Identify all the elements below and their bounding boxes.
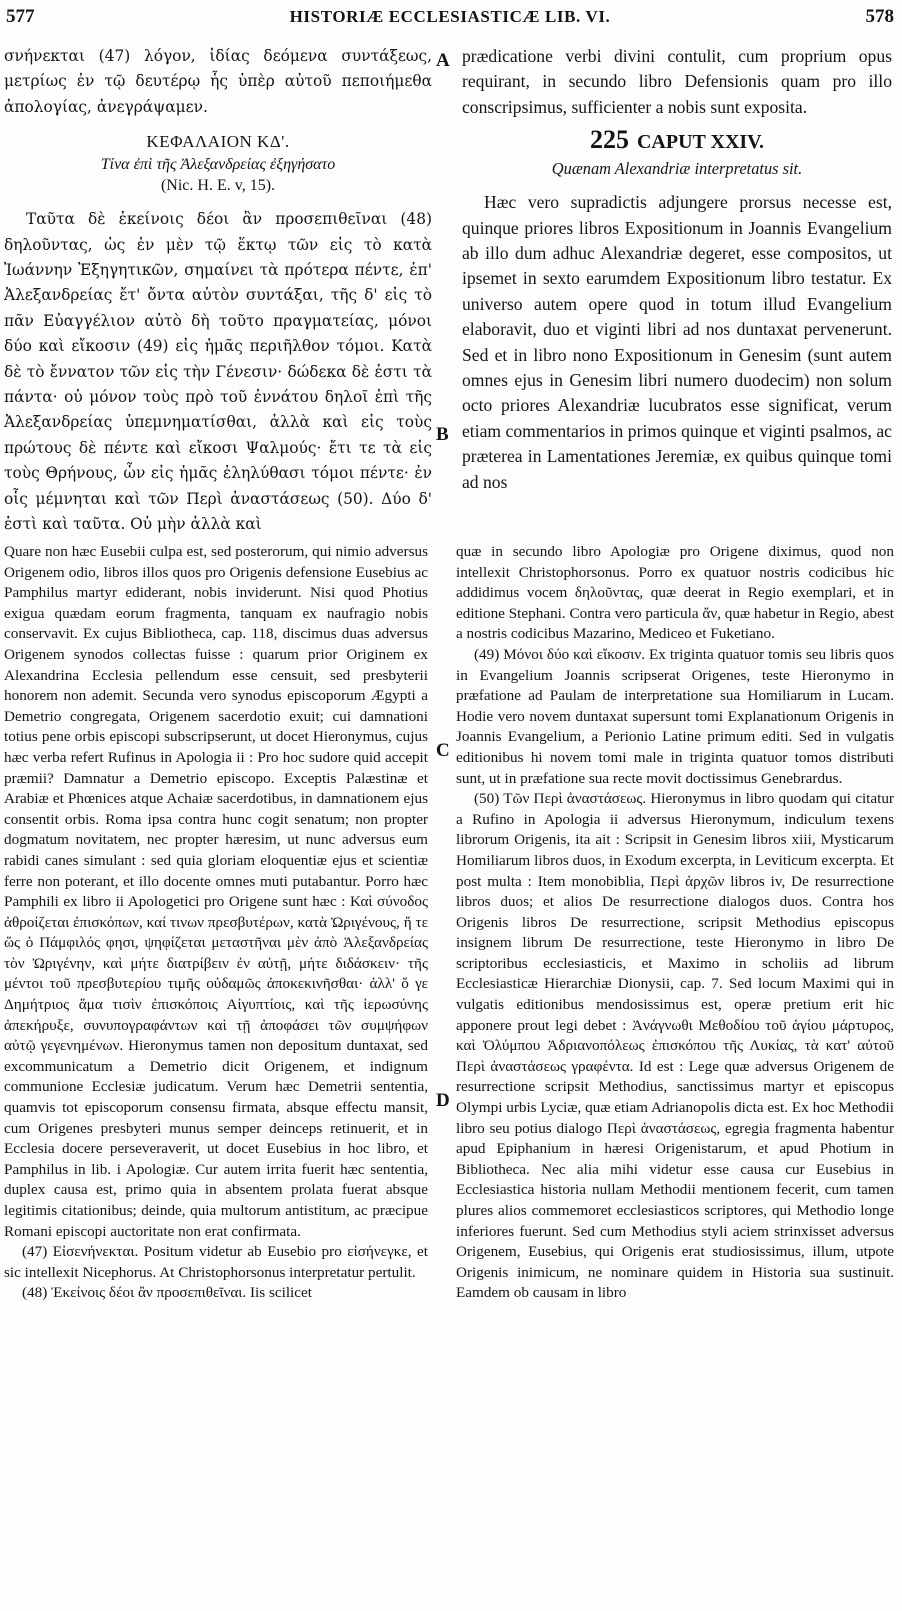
latin-caput-heading (462, 126, 892, 158)
note-48: (48) Ἐκείνοις δέοι ἂν προσεπιθεῖναι. Iis scilicet (22, 1284, 312, 1302)
latin-paragraph-top: prædicatione verbi divini contulit, cum proprium opus requirant, in secundo libro Defensionis quam pro illo conscripsimus, sufficienter a nobis sunt exposita. (462, 46, 892, 117)
note-50: (50) Τῶν Περὶ ἀναστάσεως. Hieronymus in libro quodam qui citatur a Rufino in Apologia ii adversus Hieronymum, indiculum texens librorum Origenis, ita ait : Scripsit in Genesim libros xiii, Mysticarum Homiliarum libros duos, in Exodum excerpta, in Leviticum excerpta. Et post multa : Item monobiblia, Περὶ ἀρχῶν libros iv, De resurrectione libros duos; et alios De resurrectione dialogos duos. Contra hos Origenis libros De resurrectione, scripsit Methodius episcopus insignem librum De resurrectione, teste Hieronymo in libro De scriptoribus ecclesiasticis, et Maximo in scholiis ad librum Ecclesiasticæ Hierarchiæ Dionysii, cap. 7. Sed locum Maximi qui in vulgatis editionibus mendosissimus est, operæ pretium erit hic apponere prout legi debet : Ἀνάγνωθι Μεθοδίου τοῦ ἁγίου μάρτυρος, καὶ Ὀλύμπου Ἀδριανοπόλεως ἐπισκόπου τῆς Λυκίας, τὰ κατ' αὐτοῦ Περὶ ἀναστάσεως γραφέντα. Id est : Lege quæ adversus Origenem de resurrectione scripsit Methodius, sanctissimus martyr et episcopus Olympi urbis Lyciæ, quæ etiam Adrianopolis dicta est. Ex hoc Methodii libro seu potius dialogo Περὶ ἀναστάσεως, egregia fragmenta habentur apud Epiphanium in hæresi Origenistarum, et apud Photium in Bibliotheca. Nec alia mihi videtur esse causa cur Eusebius in Ecclesiastica historia nullam Methodii mentionem fecerit, cum tamen plures alios commemoret ecclesiasticos scriptores, qui Methodio longe inferiores fuerunt. Sed cum Methodius styli aciem strinxisset adversus Origenem, Eusebius, qui Origenis erat studiosissimus, illum, utpote Origenis inimicum, ne nominare quidem in Historia sua sustinuit. Eamdem ob causam in libro (456, 790, 894, 1302)
page-number-left: 577 (6, 6, 35, 27)
note-paragraph: Quare non hæc Eusebii culpa est, sed posterorum, qui nimio adversus Origenem odio, libros illos quos pro Origenis defensione Eusebius ac Pamphilus martyr ediderant, nobis inviderunt. Nisi quod Photius exigua quædam eorum fragmenta, tanquam ex naufragio nobis conservavit. Ex cujus Bibliotheca, cap. 118, discimus duas adversus Origenem synodos collectas fuisse : quarum prior Originem ex Alexandrina Ecclesia pellendum esse censuit, sed presbyterii honorem non ademit. Secunda vero synodus episcoporum Ægypti a Demetrio congregata, Origenem sacerdotio exuit; cui damnationi totius pene orbis episcopi subscripserunt, ut docet Hieronymus, cujus hæc verba refert Rufinus in Apologia ii : Pro hoc sudore quid accepit præmii? Damnatur a Demetrio episcopo. Exceptis Palæstinæ et Arabiæ et Phœnices atque Achaiæ sacerdotibus, in damnationem ejus consentit orbis. Roma ipsa contra hunc cogit senatum; non propter dogmatum novitatem, nec propter hæresim, ut nunc adversus eum rabidi canes simulant : sed quia gloriam eloquentiæ ejus et scientiæ ferre non poterant, et illo docente omnes muti putabantur. Porro hæc Pamphili ex libro ii Apologetici pro Origene sunt hæc : Καὶ σύνοδος ἀθροίζεται ἐπισκόπων, καί τινων πρεσβυτέρων, κατὰ Ὠριγένους, ἥ τε ὥς ὁ Πάμφιλός φησι, ψηφίζεται μεταστῆναι μὲν ἀπὸ Ἀλεξανδρείας τὸν Ὠριγένην, καὶ μήτε διατρίβειν ἐν αὐτῇ, μήτε διδάσκειν· τῆς μέντοι τοῦ πρεσβυτερίου τιμῆς οὐδαμῶς ἀποκεκινῆσθαι· ἀλλ' ὅ γε Δημήτριος ἅμα τισὶν ἐπισκόποις Αἰγυπτίοις, καὶ τῆς ἱερωσύνης ἀπεκήρυξε, συνυπογραφάντων καὶ τῇ ἀποφάσει τῶν συμψήφων αὐτῷ γεγενημένων. Hieronymus tamen non depositum duntaxat, sed excommunicatum a Demetrio dicit Origenem, et indignum communione Ecclesiæ judicatum. Verum hæc Demetrii sententia, quamvis tot episcoporum consensu firmata, absque effectu mansit, cum Origenes presbyteri munus semper deinceps retinuerit, et in Ecclesia docere perseveraverit, ut docet Eusebius in hoc libro, et Pamphilus in lib. i Apologiæ. Cur autem irrita fuerit hæc sententia, duplex causa est, primo quia in absentem prolata fuerat absque legitimis citationibus; deinde, quia multorum antistitum, ac præcipue Romani episcopi auctoritate non erat confirmata. (4, 543, 428, 1240)
greek-chapter-subtitle: Τίνα ἐπὶ τῆς Ἀλεξανδρείας ἐξηγήσατο (100, 156, 336, 174)
margin-marker-a: A (436, 50, 450, 71)
caput-number: 225 (589, 125, 629, 155)
note-49: (49) Μόνοι δύο καὶ εἴκοσιν. Ex triginta quatuor tomis seu libris quos in Evangelium Joannis scripserat Origenes, teste Hieronymo in præfatione ad Paulam de interpretatione sua Homiliarum in Lucam. Hodie vero novem duntaxat supersunt tomi Explanationum Origenis in Joannis Evangelium, a Perionio Latine primum editi. Sed in vulgatis editionibus hi novem tomi male in triginta quatuor tomos distributi sunt, ut in præfatione sua recte movit doctissimus Genebrardus. (456, 645, 894, 787)
latin-caput-subtitle: Quænam Alexandriæ interpretatus sit. (551, 159, 803, 179)
caput-title: CAPUT XXIV. (636, 131, 765, 154)
notes-left-column (4, 542, 428, 1304)
latin-paragraph-main: Hæc vero supradictis adjungere prorsus necesse est, quinque priores libros Expositionum in Joannis Evangelium ab illo dum adhuc Alexandriæ degeret, esse compositos, ut ipsemet in sexto earumdem Expositionum libro testatur. Ex universo autem opere quod in totum illud Evangelium elaboravit, duo et viginti libri ad nos duntaxat pervenerunt. Sed et in libro nono Expositionum in Genesim (sunt autem omnes ejus in Genesim libri numero duodecim) non solum octo priores Alexandriæ lucubratos esse significat, verum etiam commentarios in primos quinque et viginti psalmos, ac præterea in Lamentationes Jeremiæ, ex quibus quinque tomi ad nos (462, 192, 892, 492)
greek-paragraph-main: Ταῦτα δὲ ἐκείνοις δέοι ἂν προσεπιθεῖναι (48) δηλοῦντας, ὡς ἐν μὲν τῷ ἕκτῳ τῶν εἰς τὸ κατὰ Ἰωάννην Ἐξηγητικῶν, σημαίνει τὰ πρότερα πέντε, ἐπ' Ἀλεξανδρείας ἔτ' ὄντα αὐτὸν συντάξαι, τῆς δ' εἰς τὸ πᾶν Εὐαγγέλιον αὐτὸ δὴ τοῦτο πραγματείας, μόνοι δύο καὶ εἴκοσιν (49) εἰς ἡμᾶς περιῆλθον τόμοι. Κατὰ δὲ τὸ ἔννατον τῶν εἰς τὴν Γένεσιν· δώδεκα δὲ ἐστι τὰ πάντα· οὐ μόνον τοὺς πρὸ τοῦ ἐννάτου δηλοῖ ἐπὶ τῆς Ἀλεξανδρείας ὑπεμνηματίσθαι, ἀλλὰ καὶ εἰς τοὺς πρώτους δὲ πέντε καὶ εἴκοσι Ψαλμούς· ἔτι τε τὰ εἰς τοὺς Θρήνους, ὧν εἰς ἡμᾶς ἐληλύθασι τόμοι πέντε· ἐν οἷς μέμνηται καὶ τῶν Περὶ ἀναστάσεως (50). Δύο δ' ἐστὶ καὶ ταῦτα. Οὐ μὴν ἀλλὰ καὶ (4, 210, 432, 534)
margin-marker-c: C (436, 740, 450, 761)
note-47: (47) Εἰσενήνεκται. Positum videtur ab Eusebio pro εἰσήνεγκε, et sic intellexit Nicephorus. At Christophorsonus interpretatur pertulit. (4, 1243, 428, 1281)
greek-chapter-title: ΚΕΦΑΛΑΙΟΝ ΚΔ'. (146, 132, 290, 152)
greek-paragraph-top: σνήνεκται (47) λόγον, ἰδίας δεόμενα συντάξεως, μετρίως ἐν τῷ δευτέρῳ ἧς ὑπὲρ αὐτοῦ πεποιήμεθα ἀπολογίας, ἀνεγράψαμεν. (4, 47, 432, 116)
note-48-continued: quæ in secundo libro Apologiæ pro Origene diximus, quod non intellexit Christophorsonus. Porro ex quatuor nostris codicibus hic addidimus vocem δηλοῦντας, quæ deerat in Regio exemplari, et in editione Stephani. Contra vero particula ἄν, quæ habetur in Regio, abest a nostris codicibus Mazarino, Mediceo et Fuketiano. (456, 543, 894, 643)
margin-marker-b: B (436, 424, 449, 445)
notes-right-column (456, 542, 894, 1304)
greek-column (4, 44, 432, 538)
margin-marker-d: D (436, 1090, 450, 1111)
running-title: HISTORIÆ ECCLESIASTICÆ LIB. VI. (289, 7, 611, 26)
page-number-right: 578 (865, 6, 894, 27)
latin-column (462, 44, 892, 495)
greek-chapter-reference: (Nic. H. E. v, 15). (160, 177, 276, 195)
running-header (6, 6, 894, 32)
